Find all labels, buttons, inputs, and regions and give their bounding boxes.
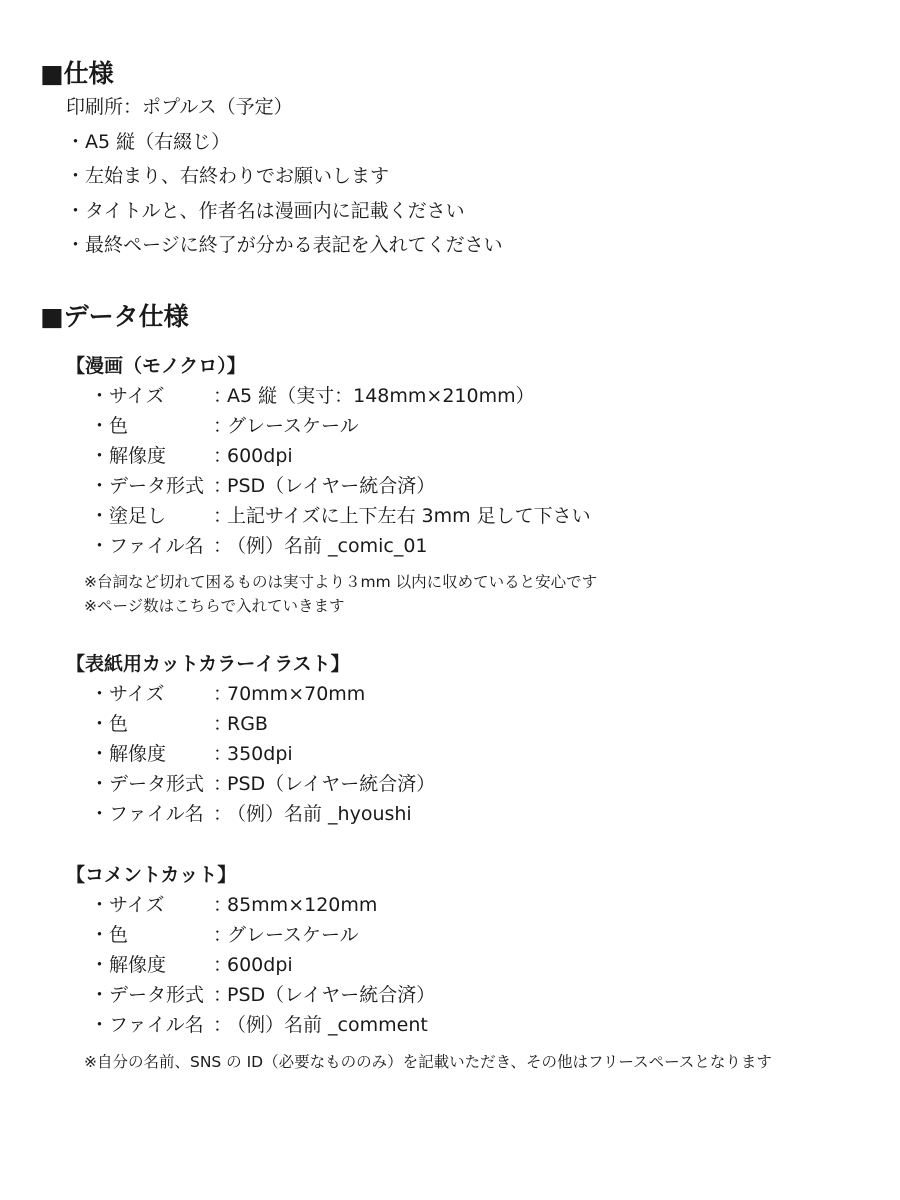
comment-row-format <box>90 982 435 1008</box>
comment-row-color <box>90 922 359 948</box>
row-separator: ： <box>213 1014 233 1036</box>
comment-row-resolution <box>90 952 293 978</box>
row-key: ・色 <box>90 924 129 946</box>
cover-row-filename <box>90 801 412 827</box>
row-key: ・データ形式 <box>90 984 205 1006</box>
row-value: グレースケール <box>227 415 359 437</box>
spec-last-page-line: ・最終ページに終了が分かる表記を入れてください <box>66 234 503 256</box>
cover-row-resolution <box>90 741 293 767</box>
comment-row-size <box>90 892 377 918</box>
row-key: ・解像度 <box>90 954 167 976</box>
comment-note: ※自分の名前、SNS の ID（必要なもののみ）を記載いただき、その他はフリースペースとなります <box>84 1053 772 1071</box>
row-separator: ： <box>213 445 233 467</box>
row-value: 上記サイズに上下左右 3mm 足して下さい <box>227 505 591 527</box>
row-value: （例）名前 _hyoushi <box>227 803 412 825</box>
row-separator: ： <box>213 385 233 407</box>
row-value: 350dpi <box>227 743 293 765</box>
row-value: （例）名前 _comic_01 <box>227 535 428 557</box>
manga-row-filename <box>90 533 428 559</box>
cover-row-format <box>90 771 435 797</box>
row-separator: ： <box>213 773 233 795</box>
row-value: 70mm×70mm <box>227 683 366 705</box>
row-key: ・データ形式 <box>90 773 205 795</box>
data-spec-heading: ■データ仕様 <box>40 302 189 331</box>
row-value: （例）名前 _comment <box>227 1014 428 1036</box>
comment-row-filename <box>90 1012 428 1038</box>
row-value: グレースケール <box>227 924 359 946</box>
row-separator: ： <box>213 535 233 557</box>
row-key: ・サイズ <box>90 385 165 407</box>
row-key: ・色 <box>90 415 129 437</box>
spec-printer-line: 印刷所：ポプルス（予定） <box>66 96 293 118</box>
row-value: PSD（レイヤー統合済） <box>227 984 436 1006</box>
spec-heading: ■仕様 <box>40 59 114 88</box>
manga-section-title: 【漫画（モノクロ）】 <box>66 355 246 377</box>
row-separator: ： <box>213 984 233 1006</box>
row-key: ・データ形式 <box>90 475 205 497</box>
manga-note-safe-area: ※台詞など切れて困るものは実寸より３mm 以内に収めていると安心です <box>84 573 598 591</box>
cover-row-size <box>90 681 365 707</box>
row-separator: ： <box>213 713 233 735</box>
manga-row-resolution <box>90 443 293 469</box>
manga-row-format <box>90 473 435 499</box>
row-separator: ： <box>213 505 233 527</box>
row-value: 600dpi <box>227 445 293 467</box>
row-separator: ： <box>213 894 233 916</box>
row-separator: ： <box>213 803 233 825</box>
cover-row-color <box>90 711 268 737</box>
row-separator: ： <box>213 475 233 497</box>
row-value: RGB <box>227 713 268 735</box>
row-key: ・サイズ <box>90 894 165 916</box>
row-separator: ： <box>213 743 233 765</box>
manga-row-color <box>90 413 359 439</box>
manga-row-size <box>90 383 535 409</box>
row-separator: ： <box>213 924 233 946</box>
spec-format-line: ・A5 縦（右綴じ） <box>66 131 231 153</box>
row-key: ・色 <box>90 713 129 735</box>
row-key: ・ファイル名 <box>90 803 204 825</box>
row-separator: ： <box>213 415 233 437</box>
manga-note-page-numbers: ※ページ数はこちらで入れていきます <box>84 597 345 615</box>
row-key: ・ファイル名 <box>90 1014 204 1036</box>
row-value: 85mm×120mm <box>227 894 378 916</box>
row-key: ・解像度 <box>90 445 167 467</box>
manga-row-bleed <box>90 503 591 529</box>
row-key: ・解像度 <box>90 743 167 765</box>
row-separator: ： <box>213 954 233 976</box>
spec-reading-order-line: ・左始まり、右終わりでお願いします <box>66 165 390 187</box>
row-value: PSD（レイヤー統合済） <box>227 773 436 795</box>
comment-section-title: 【コメントカット】 <box>66 864 237 886</box>
spec-title-author-line: ・タイトルと、作者名は漫画内に記載ください <box>66 200 465 222</box>
row-value: 600dpi <box>227 954 293 976</box>
row-key: ・ファイル名 <box>90 535 204 557</box>
row-value: PSD（レイヤー統合済） <box>227 475 436 497</box>
row-separator: ： <box>213 683 233 705</box>
cover-section-title: 【表紙用カットカラーイラスト】 <box>66 653 350 675</box>
row-key: ・塗足し <box>90 505 167 527</box>
row-value: A5 縦（実寸：148mm×210mm） <box>227 385 535 407</box>
row-key: ・サイズ <box>90 683 165 705</box>
